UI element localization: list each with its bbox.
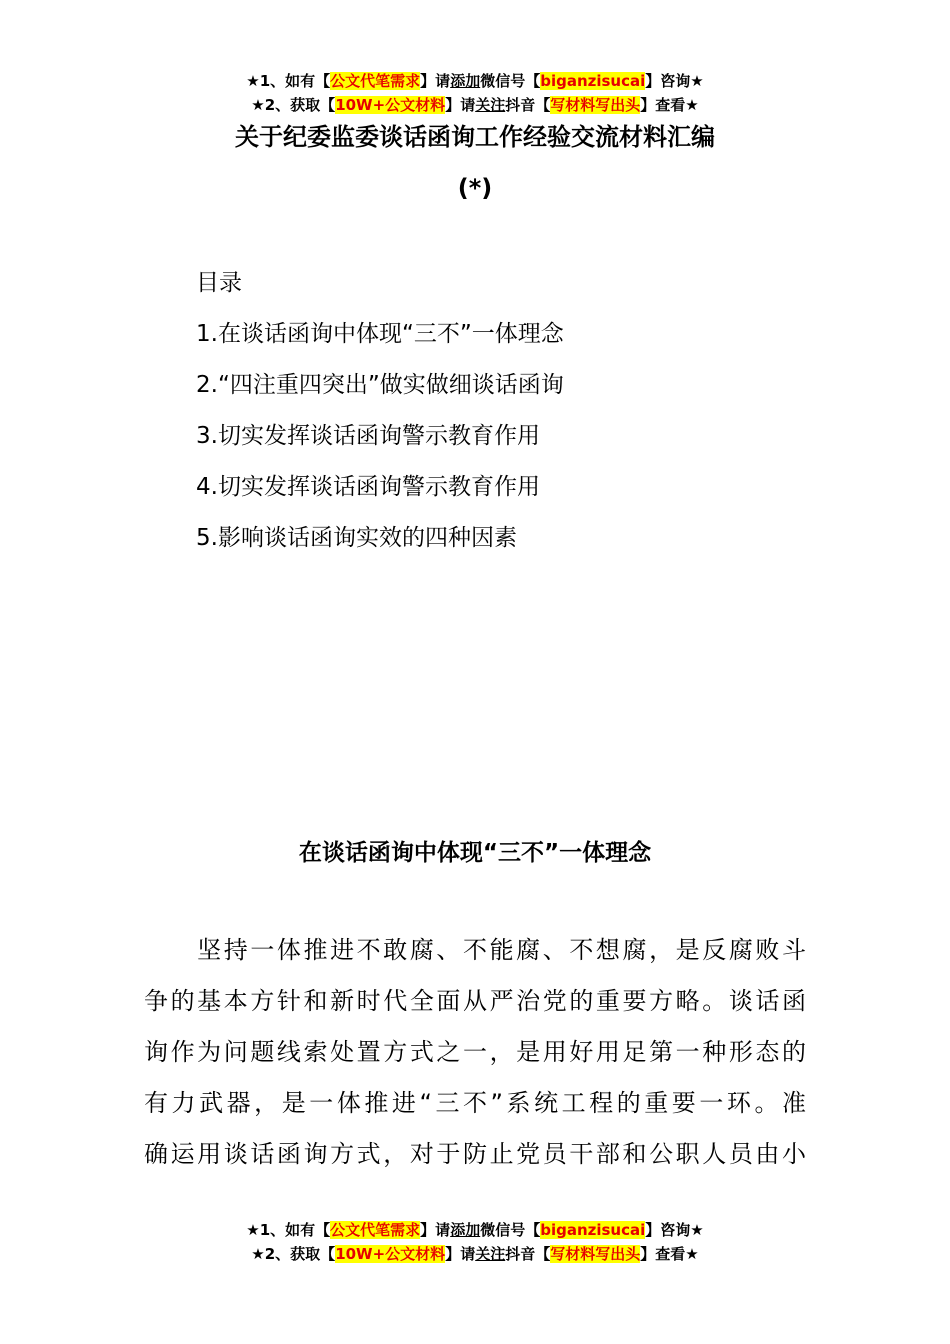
document-title: 关于纪委监委谈话函询工作经验交流材料汇编 — [235, 123, 715, 151]
banner-text: 抖音【 — [505, 1245, 551, 1263]
document-title-suffix: (*) — [457, 174, 493, 202]
banner-underline: 添加 — [450, 72, 481, 90]
body-paragraph — [144, 925, 806, 1180]
banner-line-1 — [0, 1218, 950, 1242]
banner-highlight: 公文代笔需求 — [330, 1221, 421, 1239]
banner-text: 】咨询★ — [645, 72, 704, 90]
banner-highlight: 写材料写出头 — [550, 96, 641, 114]
banner-underline: 关注 — [475, 96, 506, 114]
toc-item: 5.影响谈话函询实效的四种因素 — [196, 525, 517, 551]
toc-item: 3.切实发挥谈话函询警示教育作用 — [196, 423, 540, 449]
banner-text: 】请 — [420, 72, 451, 90]
banner-text: 】请 — [445, 96, 476, 114]
banner-text: 】请 — [420, 1221, 451, 1239]
section-title: 在谈话函询中体现“三不”一体理念 — [298, 840, 652, 866]
toc-item: 4.切实发挥谈话函询警示教育作用 — [196, 474, 540, 500]
banner-highlight: biganzisucai — [540, 72, 646, 90]
banner-text: ★1、如有【 — [246, 72, 331, 90]
paragraph-line: 询作为问题线索处置方式之一，是用好用足第一种形态的 — [144, 1038, 806, 1066]
toc-item: 1.在谈话函询中体现“三不”一体理念 — [196, 321, 564, 347]
banner-underline: 关注 — [475, 1245, 506, 1263]
toc-item: 2.“四注重四突出”做实做细谈话函询 — [196, 372, 564, 398]
banner-highlight: 10W+公文材料 — [335, 1245, 446, 1263]
banner-highlight: biganzisucai — [540, 1221, 646, 1239]
banner-highlight: 公文代笔需求 — [330, 72, 421, 90]
paragraph-line: 有力武器，是一体推进“三不”系统工程的重要一环。准 — [144, 1089, 806, 1117]
banner-text: ★2、获取【 — [251, 96, 336, 114]
banner-line-2 — [0, 93, 950, 117]
banner-line-2 — [0, 1242, 950, 1266]
paragraph-line: 坚持一体推进不敢腐、不能腐、不想腐，是反腐败斗 — [144, 936, 806, 964]
top-banner — [0, 69, 950, 117]
banner-text: 】咨询★ — [645, 1221, 704, 1239]
banner-highlight: 10W+公文材料 — [335, 96, 446, 114]
toc-heading: 目录 — [196, 270, 242, 296]
banner-text: ★2、获取【 — [251, 1245, 336, 1263]
table-of-contents — [196, 262, 564, 568]
banner-text: ★1、如有【 — [246, 1221, 331, 1239]
banner-text: 抖音【 — [505, 96, 551, 114]
banner-text: 】查看★ — [640, 1245, 699, 1263]
banner-text: 】查看★ — [640, 96, 699, 114]
paragraph-line: 确运用谈话函询方式，对于防止党员干部和公职人员由小 — [144, 1140, 806, 1168]
bottom-banner — [0, 1218, 950, 1266]
banner-text: 微信号【 — [480, 1221, 541, 1239]
banner-text: 微信号【 — [480, 72, 541, 90]
banner-line-1 — [0, 69, 950, 93]
paragraph-line: 争的基本方针和新时代全面从严治党的重要方略。谈话函 — [144, 987, 806, 1015]
banner-text: 】请 — [445, 1245, 476, 1263]
banner-underline: 添加 — [450, 1221, 481, 1239]
banner-highlight: 写材料写出头 — [550, 1245, 641, 1263]
